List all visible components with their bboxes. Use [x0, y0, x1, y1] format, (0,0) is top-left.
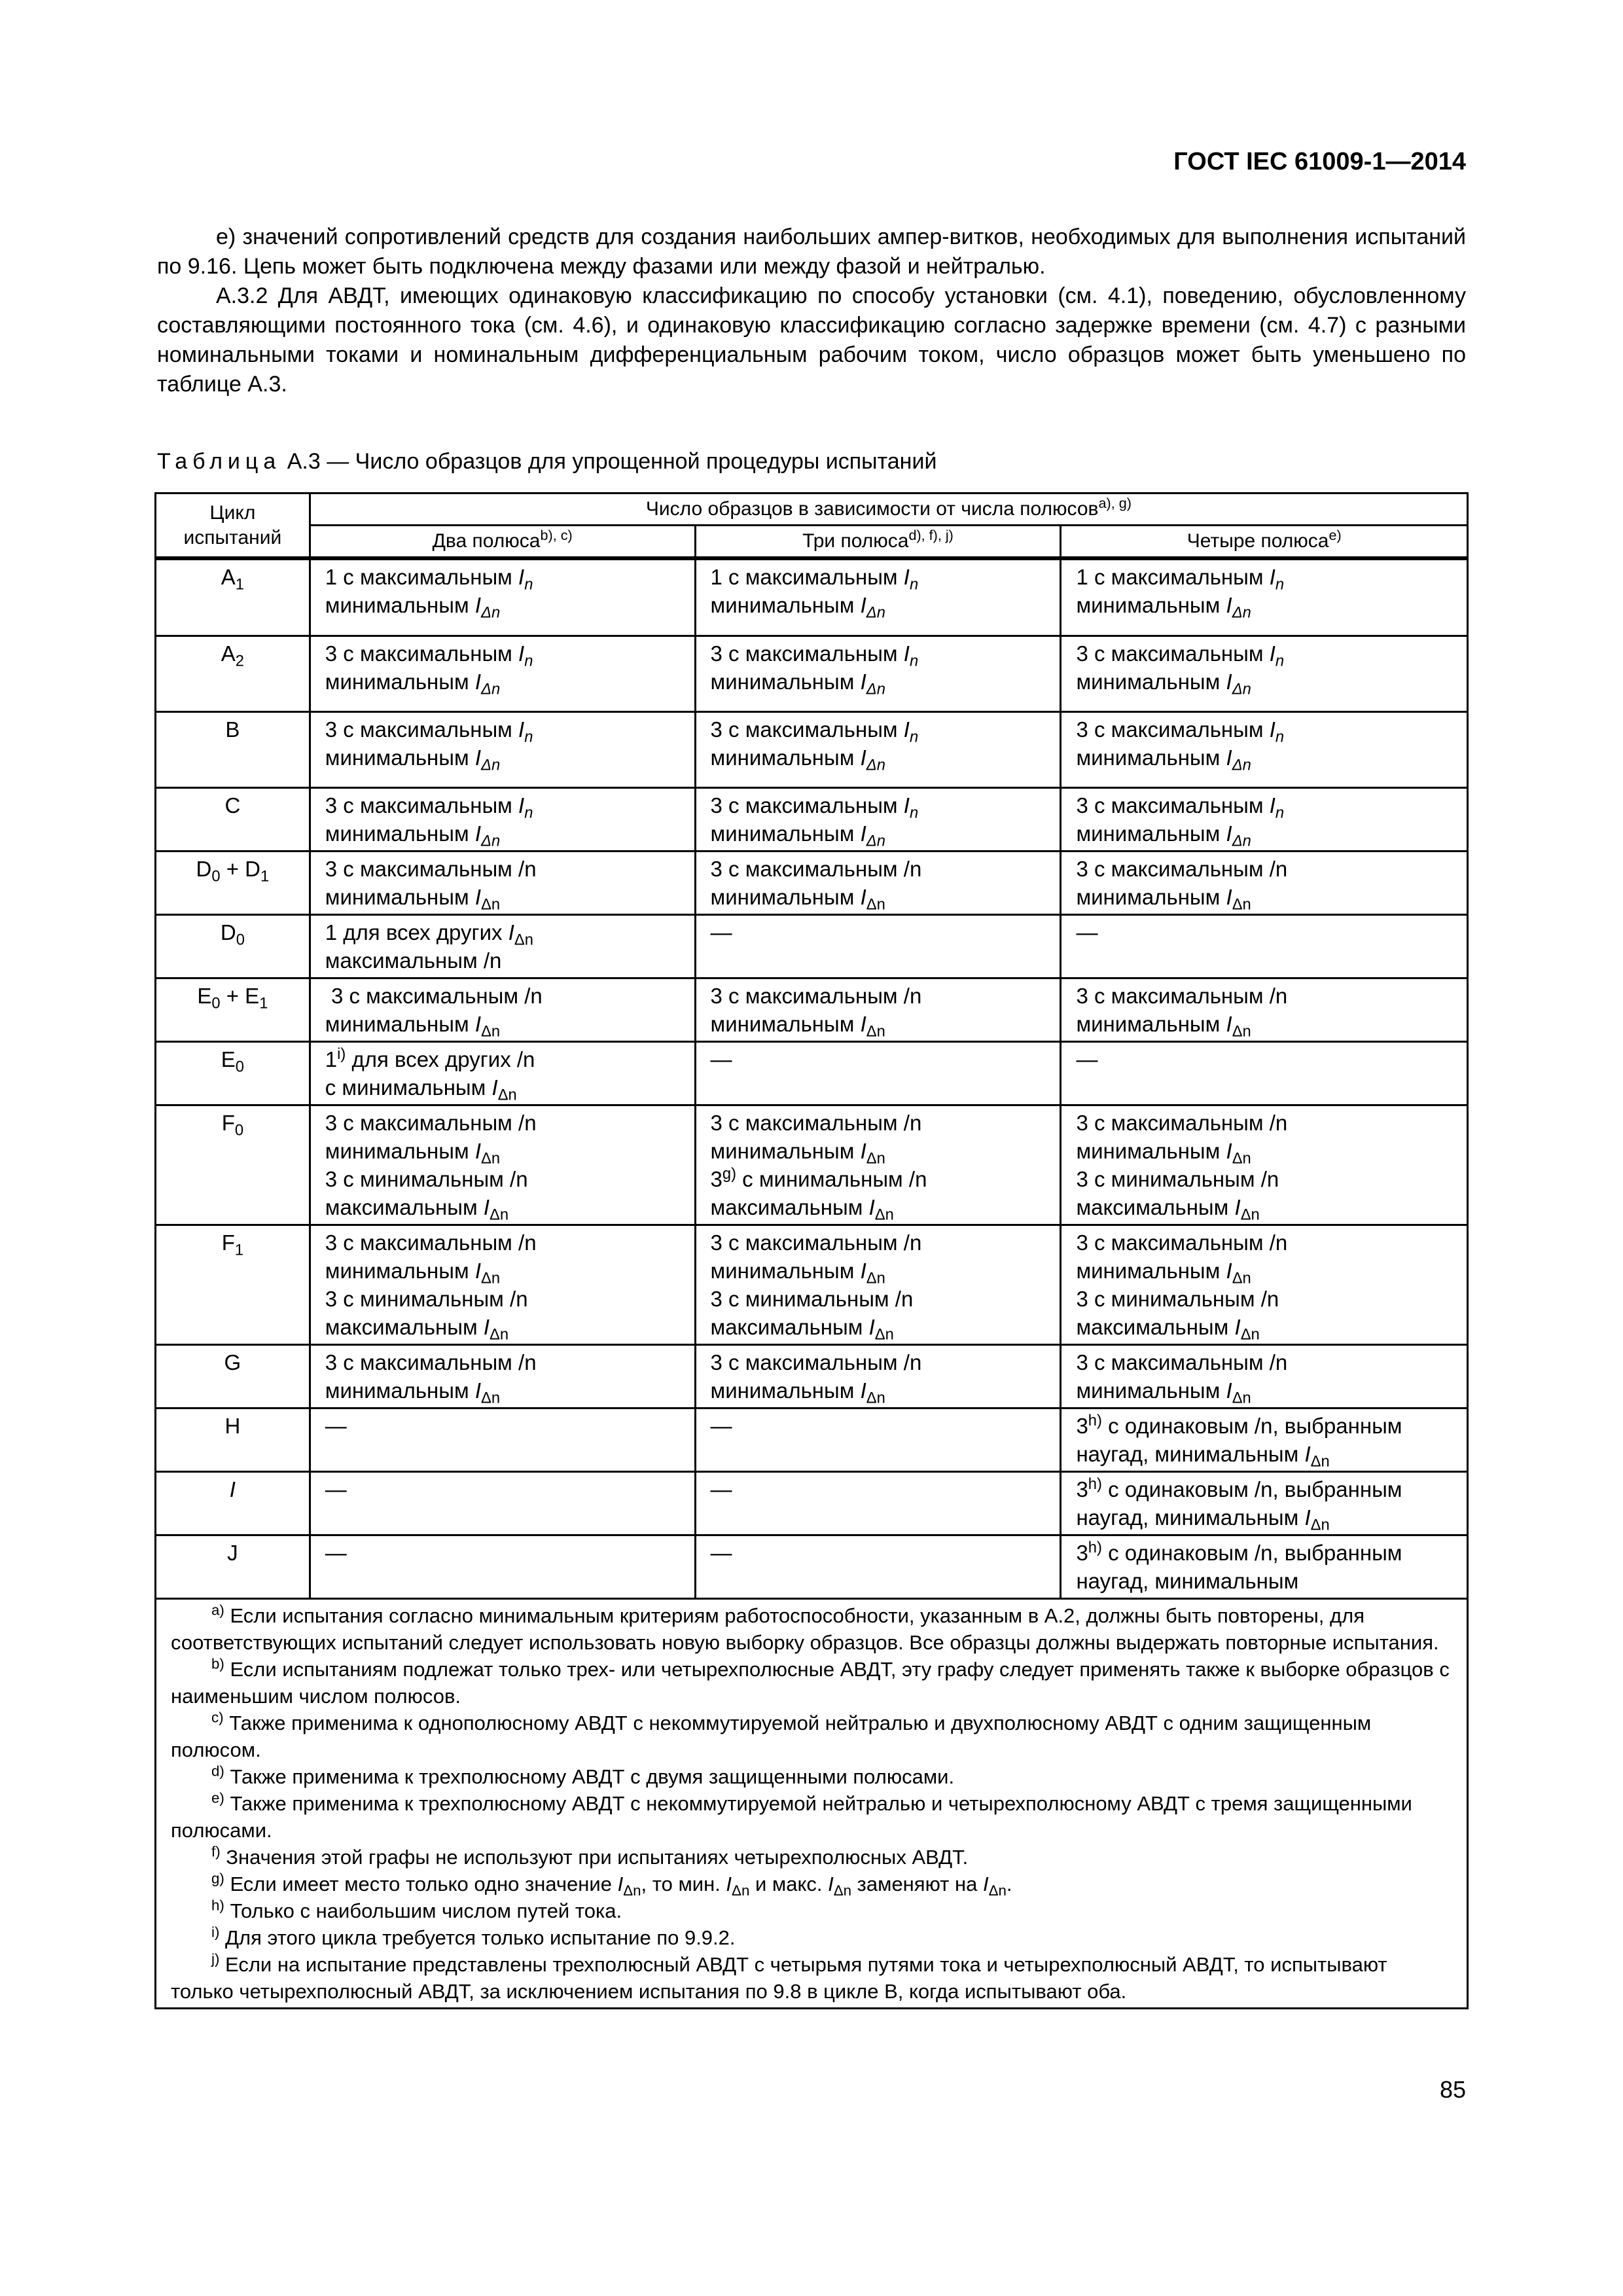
- table-subheader-row: [156, 526, 1468, 559]
- table-cell: 3 с максимальным /n минимальным $I_{\Delta n}$: [310, 978, 695, 1041]
- table-row: [156, 711, 1468, 787]
- table-header-row: [156, 493, 1468, 526]
- cycle-label: $A_1$: [156, 558, 310, 636]
- header-three-poles: Три полюса$^{d), f), j)}$: [695, 526, 1061, 559]
- paragraph-a32: A.3.2 Для АВДТ, имеющих одинаковую классификацию по способу установки (см. 4.1), поведению, обусловленному составляющими постоянного тока (см. 4.6), и одинаковую классификацию согласно задержке времени (см. 4.7) с разными номинальными токами и номинальным дифференциальным рабочим током, число образцов может быть уменьшено по таблице А.3.: [157, 283, 1466, 397]
- table-cell: —: [695, 1408, 1061, 1471]
- cycle-label: $F_0$: [156, 1105, 310, 1225]
- table-cell: —: [1061, 1041, 1468, 1105]
- table-cell: 3 с максимальным /n минимальным $I_{\Delta n}$: [695, 1344, 1061, 1408]
- page-number: 85: [1439, 2076, 1466, 2103]
- table-cell: 3 с максимальным /n минимальным $I_{\Delta n}$: [1061, 851, 1468, 914]
- table-cell: —: [310, 1408, 695, 1471]
- table-cell: —: [310, 1535, 695, 1598]
- footnote-g: $^{g)}$ Если имеет место только одно значение $I_{\Delta n}$, то мин. $I_{\Delta n}$ и макс. $I_{\Delta n}$ заменяют на $I_{\Delta n}$.: [211, 1870, 1012, 1899]
- table-cell: 3 с максимальным /n минимальным $I_{\Delta n}$ 3 с минимальным /n максимальным $I_{\Delta n}$: [1061, 1105, 1468, 1225]
- cycle-label: $E_0 + E_1$: [156, 978, 310, 1041]
- table-cell: 3 с максимальным $I_n$ минимальным $I_{\Delta n}$: [310, 787, 695, 851]
- table-cell: 3$^{h)}$ с одинаковым /n, выбранным наугад, минимальным $I_{\Delta n}$: [1061, 1471, 1468, 1535]
- table-row: [156, 1105, 1468, 1225]
- table-footnotes-row: [156, 1598, 1468, 2008]
- cycle-label: $D_0$: [156, 914, 310, 978]
- table-cell: —: [695, 1535, 1061, 1598]
- table-cell: 3 с максимальным /n минимальным $I_{\Delta n}$: [695, 851, 1061, 914]
- footnote-e: $^{e)}$ Также применима к трехполюсному АВДТ с некоммутируемой нейтралью и четырехполюсному АВДТ с тремя защищенными полюсами.: [171, 1789, 1412, 1842]
- table-cell: —: [1061, 914, 1468, 978]
- cycle-label: $F_1$: [156, 1225, 310, 1344]
- table-row: [156, 1344, 1468, 1408]
- table-cell: 3 с максимальным /n минимальным $I_{\Delta n}$: [695, 978, 1061, 1041]
- cycle-label: $E_0$: [156, 1041, 310, 1105]
- table-cell: 3$^{h)}$ с одинаковым /n, выбранным наугад, минимальным $I_{\Delta n}$: [1061, 1408, 1468, 1471]
- table-cell: 3$^{h)}$ с одинаковым /n, выбранным наугад, минимальным: [1061, 1535, 1468, 1598]
- footnote-h: $^{h)}$ Только с наибольшим числом путей тока.: [211, 1897, 622, 1922]
- footnote-j: $^{j)}$ Если на испытание представлены трехполюсный АВДТ с четырьмя путями тока и четырехполюсный АВДТ, то испытывают только четырехполюсный АВДТ, за исключением испытания по 9.8 в цикле В, когда испытывают оба.: [171, 1950, 1387, 2003]
- table-cell: 3 с максимальным $I_n$ минимальным $I_{\Delta n}$: [695, 636, 1061, 711]
- footnote-d: $^{d)}$ Также применима к трехполюсному АВДТ с двумя защищенными полюсами.: [211, 1763, 955, 1788]
- table-cell: 3 с максимальным $I_n$ минимальным $I_{\Delta n}$: [310, 711, 695, 787]
- table-caption-label: Таблица: [157, 449, 281, 474]
- table-cell: 3 с максимальным $I_n$ минимальным $I_{\Delta n}$: [310, 636, 695, 711]
- table-cell: 3 с максимальным $I_n$ минимальным $I_{\Delta n}$: [1061, 711, 1468, 787]
- table-cell: —: [310, 1471, 695, 1535]
- cycle-label: $A_2$: [156, 636, 310, 711]
- table-cell: 1$^{i)}$ для всех других /n с минимальным $I_{\Delta n}$: [310, 1041, 695, 1105]
- table-cell: 3 с максимальным $I_n$ минимальным $I_{\Delta n}$: [695, 711, 1061, 787]
- header-cycle: Цикл испытаний: [156, 493, 310, 559]
- table-row: [156, 1225, 1468, 1344]
- table-cell: —: [695, 914, 1061, 978]
- table-cell: 1 с максимальным $I_n$ минимальным $I_{\Delta n}$: [695, 558, 1061, 636]
- table-row: [156, 1471, 1468, 1535]
- table-caption: [157, 449, 936, 475]
- table-cell: 1 для всех других $I_{\Delta n}$ максимальным /n: [310, 914, 695, 978]
- table-cell: —: [695, 1471, 1061, 1535]
- header-four-poles: Четыре полюса$^{e)}$: [1061, 526, 1468, 559]
- footnote-b: $^{b)}$ Если испытаниям подлежат только трех- или четырехполюсные АВДТ, эту графу следует применять также к выборке образцов с наименьшим числом полюсов.: [171, 1655, 1450, 1708]
- document-standard-number: ГОСТ IEC 61009-1—2014: [1173, 148, 1466, 175]
- footnote-f: $^{f)}$ Значения этой графы не используют при испытаниях четырехполюсных АВДТ.: [211, 1843, 969, 1869]
- table-cell: —: [695, 1041, 1061, 1105]
- table-row: [156, 1041, 1468, 1105]
- cycle-label: I: [156, 1471, 310, 1535]
- table-cell: 3 с максимальным /n минимальным $I_{\Delta n}$: [310, 851, 695, 914]
- cycle-label: H: [156, 1408, 310, 1471]
- table-row: [156, 558, 1468, 636]
- table-footnotes: [156, 1598, 1468, 2008]
- table-cell: 3 с максимальным /n минимальным $I_{\Delta n}$ 3 с минимальным /n максимальным $I_{\Delta n}$: [1061, 1225, 1468, 1344]
- table-cell: 3 с максимальным $I_n$ минимальным $I_{\Delta n}$: [695, 787, 1061, 851]
- paragraph-e: e) значений сопротивлений средств для создания наибольших ампер-витков, необходимых для выполнения испытаний по 9.16. Цепь может быть подключена между фазами или между фазой и нейтралью.: [157, 224, 1466, 279]
- table-cell: 3 с максимальным $I_n$ минимальным $I_{\Delta n}$: [1061, 636, 1468, 711]
- cycle-label: C: [156, 787, 310, 851]
- cycle-label: J: [156, 1535, 310, 1598]
- intro-text: [157, 223, 1466, 399]
- header-two-poles: Два полюса$^{b), c)}$: [310, 526, 695, 559]
- table-row: [156, 851, 1468, 914]
- table-cell: 3 с максимальным /n минимальным $I_{\Delta n}$ 3 с минимальным /n максимальным $I_{\Delta n}$: [310, 1105, 695, 1225]
- footnote-a: $^{a)}$ Если испытания согласно минимальным критериям работоспособности, указанным в А.2, должны быть повторены, для соответствующих испытаний следует использовать новую выборку образцов. Все образцы должны выдержать повторные испытания.: [171, 1602, 1439, 1654]
- samples-table: [154, 492, 1469, 2009]
- table-caption-text: А.3 — Число образцов для упрощенной процедуры испытаний: [281, 449, 937, 474]
- table-cell: 3 с максимальным /n минимальным $I_{\Delta n}$ 3$^{g)}$ с минимальным /n максимальным $I_{\Delta n}$: [695, 1105, 1061, 1225]
- cycle-label: $D_0 + D_1$: [156, 851, 310, 914]
- table-cell: 3 с максимальным /n минимальным $I_{\Delta n}$ 3 с минимальным /n максимальным $I_{\Delta n}$: [695, 1225, 1061, 1344]
- cycle-label: G: [156, 1344, 310, 1408]
- table-row: [156, 787, 1468, 851]
- table-cell: 1 с максимальным $I_n$ минимальным $I_{\Delta n}$: [310, 558, 695, 636]
- table-row: [156, 636, 1468, 711]
- footnote-i: $^{i)}$ Для этого цикла требуется только испытание по 9.9.2.: [211, 1924, 736, 1949]
- table-row: [156, 1408, 1468, 1471]
- table-cell: 1 с максимальным $I_n$ минимальным $I_{\Delta n}$: [1061, 558, 1468, 636]
- table-cell: 3 с максимальным /n минимальным $I_{\Delta n}$ 3 с минимальным /n максимальным $I_{\Delta n}$: [310, 1225, 695, 1344]
- table-cell: 3 с максимальным /n минимальным $I_{\Delta n}$: [1061, 1344, 1468, 1408]
- header-samples-by-poles: Число образцов в зависимости от числа полюсов$^{a), g)}$: [310, 493, 1467, 526]
- table-cell: 3 с максимальным $I_n$ минимальным $I_{\Delta n}$: [1061, 787, 1468, 851]
- table-cell: 3 с максимальным /n минимальным $I_{\Delta n}$: [1061, 978, 1468, 1041]
- footnote-c: $^{c)}$ Также применима к однополюсному АВДТ с некоммутируемой нейтралью и двухполюсному АВДТ с одним защищенным полюсом.: [171, 1709, 1372, 1761]
- table-row: [156, 978, 1468, 1041]
- table-cell: 3 с максимальным /n минимальным $I_{\Delta n}$: [310, 1344, 695, 1408]
- table-row: [156, 914, 1468, 978]
- cycle-label: B: [156, 711, 310, 787]
- table-row: [156, 1535, 1468, 1598]
